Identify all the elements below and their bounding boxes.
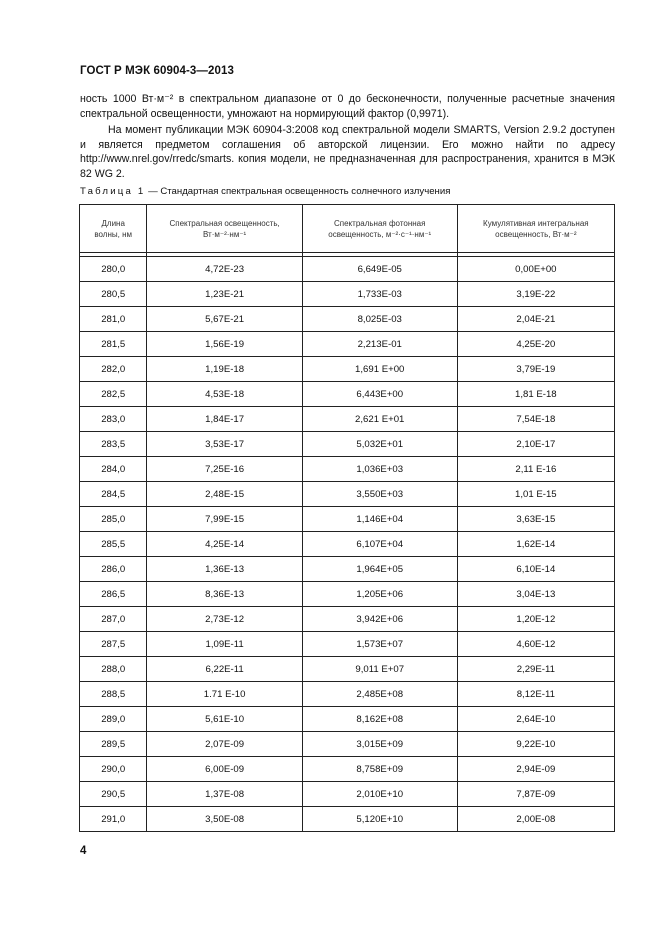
cell-spectral-irradiance: 4,25E-14 [147,532,302,557]
cell-wavelength: 282,0 [80,357,147,382]
cell-wavelength: 289,0 [80,707,147,732]
table-row [80,757,615,782]
cell-cumulative-irradiance: 3,19E-22 [457,282,614,307]
cell-cumulative-irradiance: 2,94E-09 [457,757,614,782]
cell-spectral-irradiance: 4,72E-23 [147,257,302,282]
cell-cumulative-irradiance: 7,54E-18 [457,407,614,432]
cell-wavelength: 285,0 [80,507,147,532]
cell-photon-irradiance: 6,649E-05 [302,257,457,282]
cell-wavelength: 280,0 [80,257,147,282]
cell-wavelength: 288,5 [80,682,147,707]
cell-spectral-irradiance: 5,67E-21 [147,307,302,332]
cell-wavelength: 288,0 [80,657,147,682]
cell-photon-irradiance: 2,485E+08 [302,682,457,707]
cell-cumulative-irradiance: 2,00E-08 [457,807,614,832]
cell-photon-irradiance: 2,621 E+01 [302,407,457,432]
table-caption-text: — Стандартная спектральная освещенность солнечного излучения [145,186,451,197]
cell-cumulative-irradiance: 6,10E-14 [457,557,614,582]
cell-spectral-irradiance: 2,07E-09 [147,732,302,757]
table-row [80,432,615,457]
cell-cumulative-irradiance: 1,81 E-18 [457,382,614,407]
cell-wavelength: 280,5 [80,282,147,307]
cell-cumulative-irradiance: 4,60E-12 [457,632,614,657]
cell-spectral-irradiance: 7,99E-15 [147,507,302,532]
cell-photon-irradiance: 3,015E+09 [302,732,457,757]
cell-cumulative-irradiance: 3,63E-15 [457,507,614,532]
cell-spectral-irradiance: 1,84E-17 [147,407,302,432]
cell-cumulative-irradiance: 7,87E-09 [457,782,614,807]
cell-cumulative-irradiance: 3,04E-13 [457,582,614,607]
table-row [80,682,615,707]
cell-photon-irradiance: 2,010E+10 [302,782,457,807]
table-row [80,782,615,807]
cell-wavelength: 286,5 [80,582,147,607]
cell-cumulative-irradiance: 2,64E-10 [457,707,614,732]
table-row [80,807,615,832]
cell-photon-irradiance: 1,573E+07 [302,632,457,657]
cell-wavelength: 282,5 [80,382,147,407]
cell-photon-irradiance: 1,733E-03 [302,282,457,307]
cell-photon-irradiance: 9,011 E+07 [302,657,457,682]
table-row [80,332,615,357]
cell-spectral-irradiance: 1,36E-13 [147,557,302,582]
page-number: 4 [80,845,87,857]
spectral-irradiance-table [79,204,615,832]
cell-photon-irradiance: 6,443E+00 [302,382,457,407]
cell-photon-irradiance: 1,205E+06 [302,582,457,607]
table-row [80,707,615,732]
cell-cumulative-irradiance: 0,00E+00 [457,257,614,282]
table-caption-label: Таблица 1 [80,186,146,197]
cell-cumulative-irradiance: 1,62E-14 [457,532,614,557]
cell-wavelength: 290,0 [80,757,147,782]
cell-cumulative-irradiance: 1,01 E-15 [457,482,614,507]
cell-spectral-irradiance: 1,56E-19 [147,332,302,357]
cell-wavelength: 290,5 [80,782,147,807]
cell-wavelength: 281,0 [80,307,147,332]
cell-spectral-irradiance: 1,19E-18 [147,357,302,382]
cell-spectral-irradiance: 1,37E-08 [147,782,302,807]
cell-spectral-irradiance: 1.71 E-10 [147,682,302,707]
table-row [80,607,615,632]
cell-wavelength: 287,5 [80,632,147,657]
table-row [80,482,615,507]
cell-wavelength: 287,0 [80,607,147,632]
cell-wavelength: 289,5 [80,732,147,757]
table-row [80,582,615,607]
cell-spectral-irradiance: 3,53E-17 [147,432,302,457]
cell-wavelength: 285,5 [80,532,147,557]
cell-cumulative-irradiance: 2,10E-17 [457,432,614,457]
table-row [80,307,615,332]
cell-cumulative-irradiance: 2,29E-11 [457,657,614,682]
table-caption [80,186,450,197]
table-body [80,257,615,832]
cell-cumulative-irradiance: 4,25E-20 [457,332,614,357]
paragraph-normalization: ность 1000 Вт·м⁻² в спектральном диапазоне от 0 до бесконечности, полученные расчетные значения спектральной освещенности, умножают на нормирующий фактор (0,9971). [80,93,615,120]
cell-spectral-irradiance: 6,22E-11 [147,657,302,682]
cell-spectral-irradiance: 7,25E-16 [147,457,302,482]
header-wavelength: Длина волны, нм [80,205,147,253]
table-row [80,282,615,307]
cell-wavelength: 291,0 [80,807,147,832]
table-row [80,507,615,532]
table-row [80,357,615,382]
cell-wavelength: 284,5 [80,482,147,507]
header-photon-irradiance: Спектральная фотонная освещенность, м⁻²·с⁻¹·нм⁻¹ [302,205,457,253]
table-row [80,557,615,582]
cell-wavelength: 284,0 [80,457,147,482]
cell-spectral-irradiance: 3,50E-08 [147,807,302,832]
table-row [80,382,615,407]
table-row [80,457,615,482]
cell-photon-irradiance: 2,213E-01 [302,332,457,357]
paragraph-smarts-model: На момент публикации МЭК 60904-3:2008 код спектральной модели SMARTS, Version 2.9.2 доступен и является предметом соглашения об авторской лицензии. Его можно найти по адресу http://www.nrel.gov/rredc/smarts. копия модели, не предназначенная для распространения, хранится в МЭК 82 WG 2. [80,124,615,180]
cell-wavelength: 283,0 [80,407,147,432]
cell-cumulative-irradiance: 9,22E-10 [457,732,614,757]
cell-spectral-irradiance: 2,48E-15 [147,482,302,507]
cell-wavelength: 281,5 [80,332,147,357]
table-header-row [80,205,615,253]
cell-spectral-irradiance: 1,23E-21 [147,282,302,307]
cell-photon-irradiance: 1,036E+03 [302,457,457,482]
cell-spectral-irradiance: 4,53E-18 [147,382,302,407]
table-row [80,257,615,282]
table-row [80,632,615,657]
cell-photon-irradiance: 1,964E+05 [302,557,457,582]
cell-spectral-irradiance: 6,00E-09 [147,757,302,782]
cell-photon-irradiance: 3,942E+06 [302,607,457,632]
cell-cumulative-irradiance: 1,20E-12 [457,607,614,632]
cell-photon-irradiance: 8,162E+08 [302,707,457,732]
header-cumulative-irradiance: Кумулятивная интегральная освещенность, Вт·м⁻² [457,205,614,253]
cell-photon-irradiance: 8,025E-03 [302,307,457,332]
document-header: ГОСТ Р МЭК 60904-3—2013 [80,65,234,77]
cell-spectral-irradiance: 5,61E-10 [147,707,302,732]
cell-photon-irradiance: 5,032E+01 [302,432,457,457]
table-row [80,732,615,757]
cell-photon-irradiance: 5,120E+10 [302,807,457,832]
table-row [80,532,615,557]
cell-wavelength: 283,5 [80,432,147,457]
table-row [80,657,615,682]
cell-cumulative-irradiance: 8,12E-11 [457,682,614,707]
header-spectral-irradiance: Спектральная освещенность, Вт·м⁻²·нм⁻¹ [147,205,302,253]
cell-spectral-irradiance: 8,36E-13 [147,582,302,607]
cell-photon-irradiance: 1,691 E+00 [302,357,457,382]
table-row [80,407,615,432]
cell-photon-irradiance: 3,550E+03 [302,482,457,507]
cell-photon-irradiance: 8,758E+09 [302,757,457,782]
cell-photon-irradiance: 1,146E+04 [302,507,457,532]
cell-photon-irradiance: 6,107E+04 [302,532,457,557]
cell-spectral-irradiance: 2,73E-12 [147,607,302,632]
cell-wavelength: 286,0 [80,557,147,582]
cell-cumulative-irradiance: 3,79E-19 [457,357,614,382]
cell-cumulative-irradiance: 2,11 E-16 [457,457,614,482]
cell-spectral-irradiance: 1,09E-11 [147,632,302,657]
cell-cumulative-irradiance: 2,04E-21 [457,307,614,332]
